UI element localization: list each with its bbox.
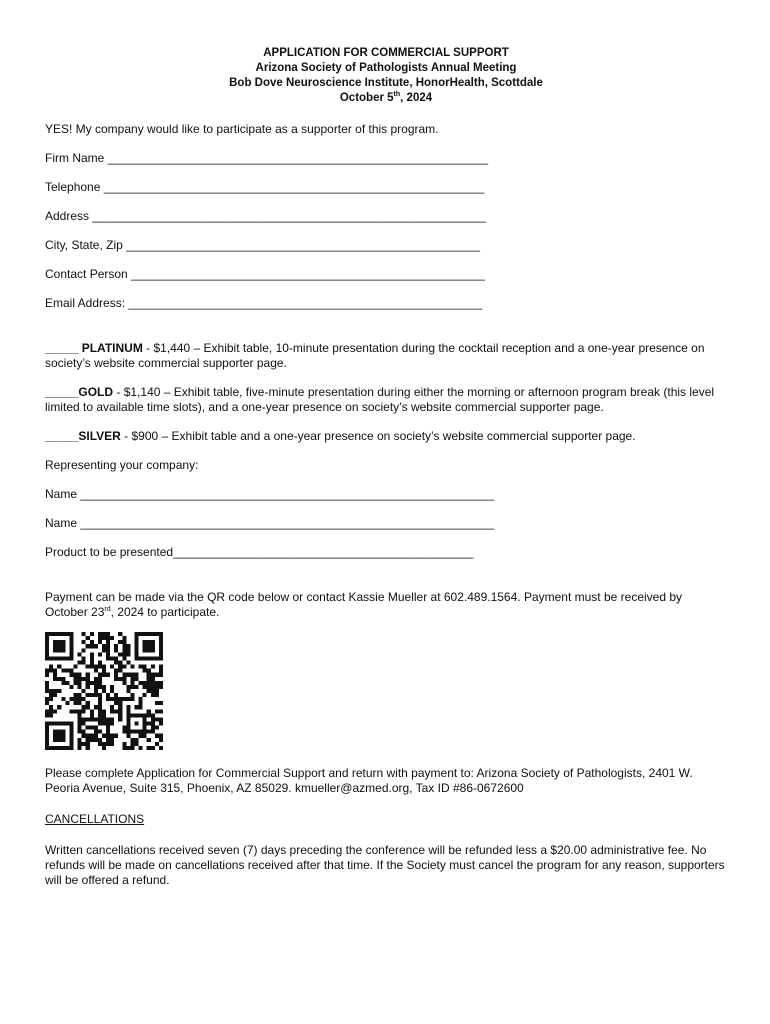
level-blank: _____ bbox=[45, 429, 79, 443]
level-blank: _____ bbox=[45, 385, 79, 399]
city-state-zip-field[interactable] bbox=[45, 238, 727, 253]
fill-line: _____________________________________________________ bbox=[128, 296, 483, 310]
level-name: SILVER bbox=[78, 429, 121, 443]
level-silver[interactable] bbox=[45, 429, 727, 444]
intro-statement: YES! My company would like to participate as a supporter of this program. bbox=[45, 122, 439, 136]
level-platinum[interactable] bbox=[45, 341, 727, 371]
date-prefix: October 5 bbox=[339, 92, 394, 104]
document-page bbox=[45, 46, 727, 888]
level-description: - $900 – Exhibit table and a one-year presence on society’s website commercial supporter page. bbox=[120, 429, 636, 443]
representative-name-field-1[interactable] bbox=[45, 487, 727, 502]
company-fields bbox=[45, 151, 727, 311]
representing-heading: Representing your company: bbox=[45, 458, 199, 472]
telephone-field[interactable] bbox=[45, 180, 727, 195]
level-name: GOLD bbox=[78, 385, 114, 399]
fill-line: ______________________________________________________________ bbox=[77, 487, 495, 501]
field-label: Email Address: bbox=[45, 296, 126, 310]
payment-instructions bbox=[45, 590, 727, 620]
email-address-field[interactable] bbox=[45, 296, 727, 311]
field-label: Firm Name bbox=[45, 151, 105, 165]
field-label: Product to be presented bbox=[45, 545, 174, 559]
fill-line: ______________________________________________________________ bbox=[77, 516, 495, 530]
return-instructions: Please complete Application for Commercial Support and return with payment to: Arizona Society of Pathologists, 2401 W. Peoria Avenue, Suite 315, Phoenix, AZ 85029. kmueller@azmed.org, Tax ID #86-0672600 bbox=[45, 766, 693, 795]
representative-name-field-2[interactable] bbox=[45, 516, 727, 531]
level-blank: _____ bbox=[45, 341, 79, 355]
event-date bbox=[45, 91, 727, 106]
fill-line: _____________________________________________________ bbox=[126, 238, 480, 252]
venue-name: Bob Dove Neuroscience Institute, HonorHealth, Scottdale bbox=[229, 77, 543, 89]
field-label: Name bbox=[45, 487, 78, 501]
date-suffix: , 2024 bbox=[400, 92, 433, 104]
level-name: PLATINUM bbox=[78, 341, 143, 355]
fill-line: _________________________________________________________ bbox=[103, 180, 485, 194]
address-field[interactable] bbox=[45, 209, 727, 224]
fill-line: _________________________________________________________ bbox=[107, 151, 489, 165]
payment-text: Payment can be made via the QR code below or contact Kassie Mueller at 602.489.1564. Payment must be received by October 23 bbox=[45, 590, 683, 619]
cancellations-heading: CANCELLATIONS bbox=[45, 812, 145, 826]
fill-line: _____________________________________________ bbox=[173, 545, 474, 559]
qr-code-icon[interactable] bbox=[45, 632, 163, 750]
qr-code-graphic bbox=[45, 632, 163, 750]
level-description: - $1,440 – Exhibit table, 10-minute presentation during the cocktail reception and a one-year presence on society’s website commercial supporter page. bbox=[45, 341, 705, 370]
date-superscript: th bbox=[393, 91, 401, 99]
level-gold[interactable] bbox=[45, 385, 727, 415]
document-title: APPLICATION FOR COMMERCIAL SUPPORT bbox=[263, 47, 509, 59]
field-label: City, State, Zip bbox=[45, 238, 123, 252]
firm-name-field[interactable] bbox=[45, 151, 727, 166]
fill-line: _____________________________________________________ bbox=[131, 267, 485, 281]
organization-name: Arizona Society of Pathologists Annual Meeting bbox=[255, 62, 517, 74]
field-label: Contact Person bbox=[45, 267, 128, 281]
payment-text-end: , 2024 to participate. bbox=[110, 605, 220, 619]
field-label: Address bbox=[45, 209, 90, 223]
document-header bbox=[45, 46, 727, 106]
field-label: Name bbox=[45, 516, 78, 530]
level-description: - $1,140 – Exhibit table, five-minute presentation during either the morning or afternoon program break (this level limited to available time slots), and a one-year presence on society’s website commercial supporter page. bbox=[45, 385, 715, 414]
product-field[interactable] bbox=[45, 545, 727, 560]
fill-line: ___________________________________________________________ bbox=[92, 209, 487, 223]
cancellations-policy: Written cancellations received seven (7) days preceding the conference will be refunded less a $20.00 administrative fee. No refunds will be made on cancellations received after that time. If the Society must cancel the program for any reason, supporters will be offered a refund. bbox=[45, 843, 725, 887]
contact-person-field[interactable] bbox=[45, 267, 727, 282]
payment-date-superscript: rd bbox=[104, 606, 111, 613]
field-label: Telephone bbox=[45, 180, 101, 194]
